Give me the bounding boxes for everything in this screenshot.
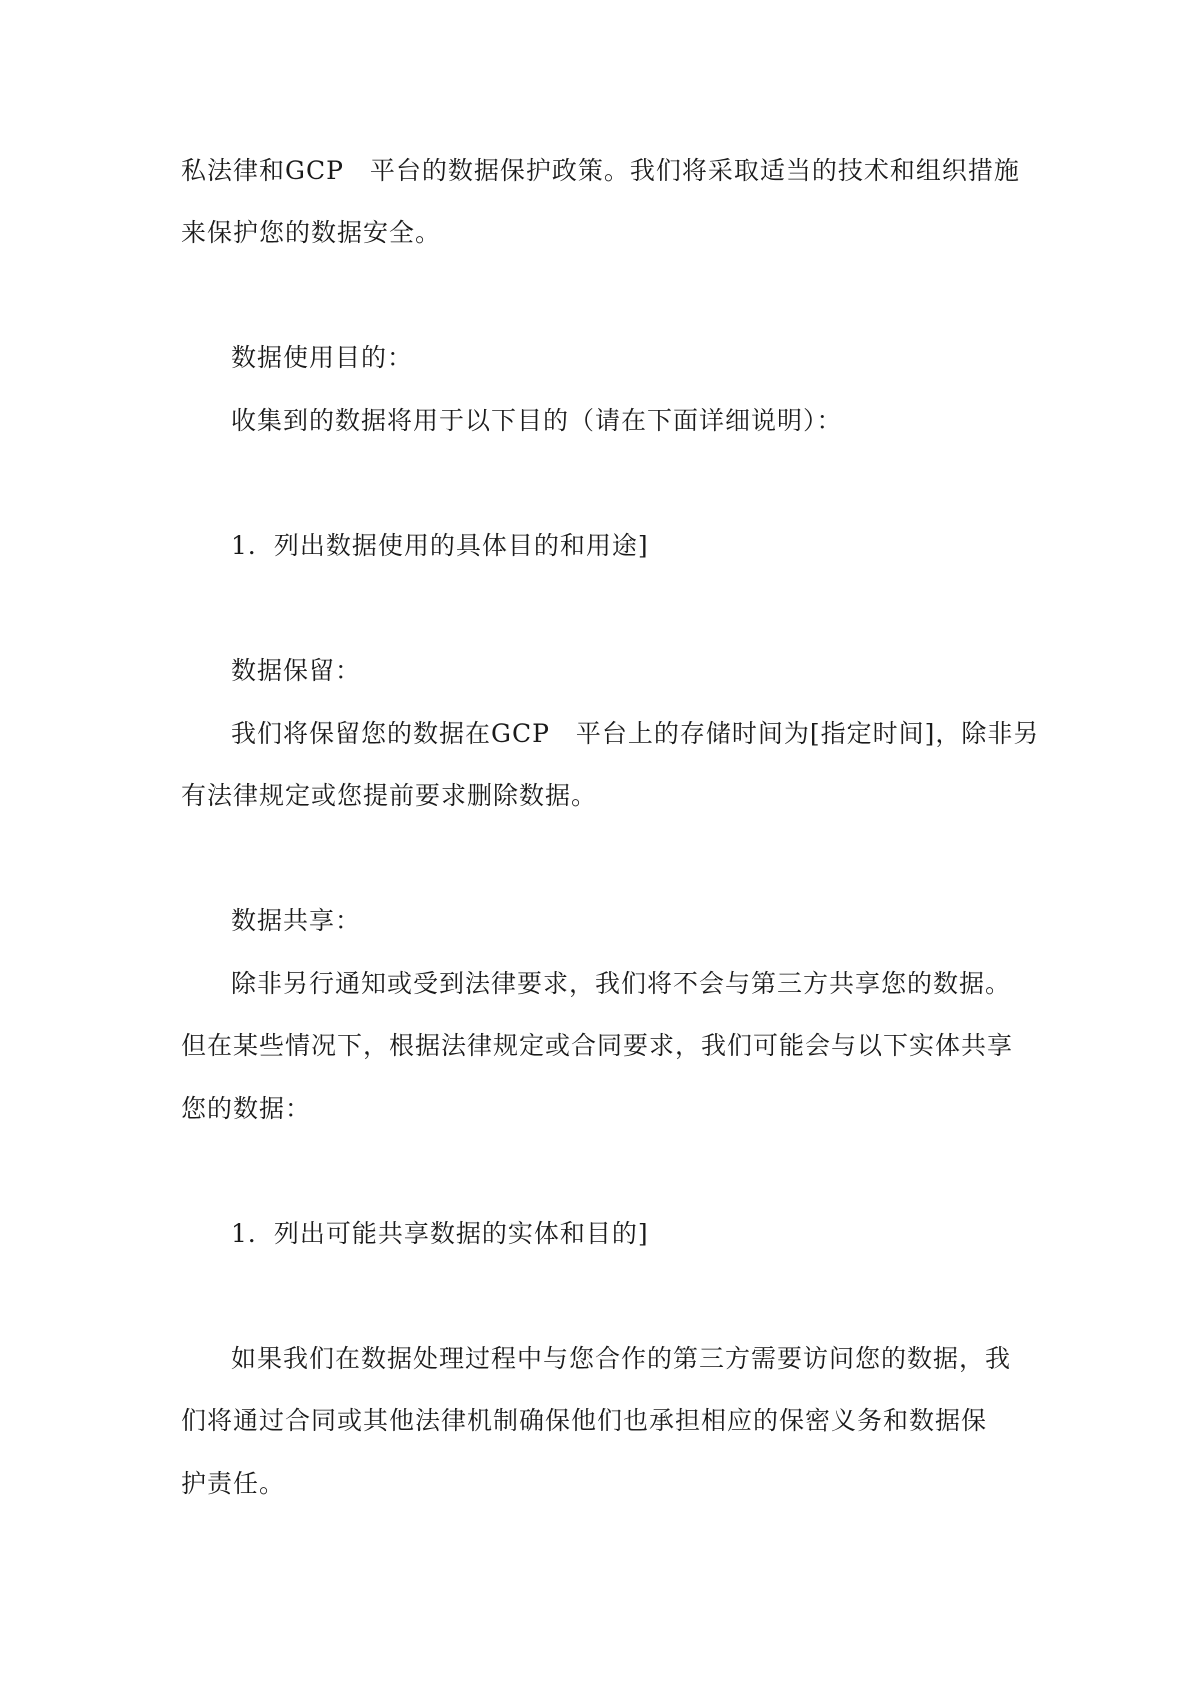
paragraph-line: 除非另行通知或受到法律要求，我们将不会与第三方共享您的数据。 — [231, 969, 1012, 998]
paragraph-line: 如果我们在数据处理过程中与您合作的第三方需要访问您的数据，我 — [231, 1344, 1012, 1373]
paragraph-line: 来保护您的数据安全。 — [181, 218, 442, 247]
paragraph-line: 但在某些情况下，根据法律规定或合同要求，我们可能会与以下实体共享 — [181, 1031, 1014, 1060]
paragraph-line: 私法律和GCP 平台的数据保护政策。我们将采取适当的技术和组织措施 — [181, 156, 1020, 185]
paragraph-line: 我们将保留您的数据在GCP 平台上的存储时间为[指定时间]，除非另 — [231, 719, 1040, 748]
paragraph-line: 有法律规定或您提前要求删除数据。 — [181, 781, 598, 810]
list-item: 1．列出数据使用的具体目的和用途] — [231, 531, 649, 560]
paragraph-line: 们将通过合同或其他法律机制确保他们也承担相应的保密义务和数据保 — [181, 1406, 988, 1435]
paragraph-line: 收集到的数据将用于以下目的（请在下面详细说明）： — [231, 406, 843, 435]
section-heading-data-usage: 数据使用目的： — [231, 343, 414, 372]
section-heading-data-sharing: 数据共享： — [231, 906, 362, 935]
section-heading-data-retention: 数据保留： — [231, 656, 362, 685]
list-item: 1．列出可能共享数据的实体和目的] — [231, 1219, 649, 1248]
paragraph-line: 您的数据： — [181, 1094, 312, 1123]
paragraph-line: 护责任。 — [181, 1469, 286, 1498]
